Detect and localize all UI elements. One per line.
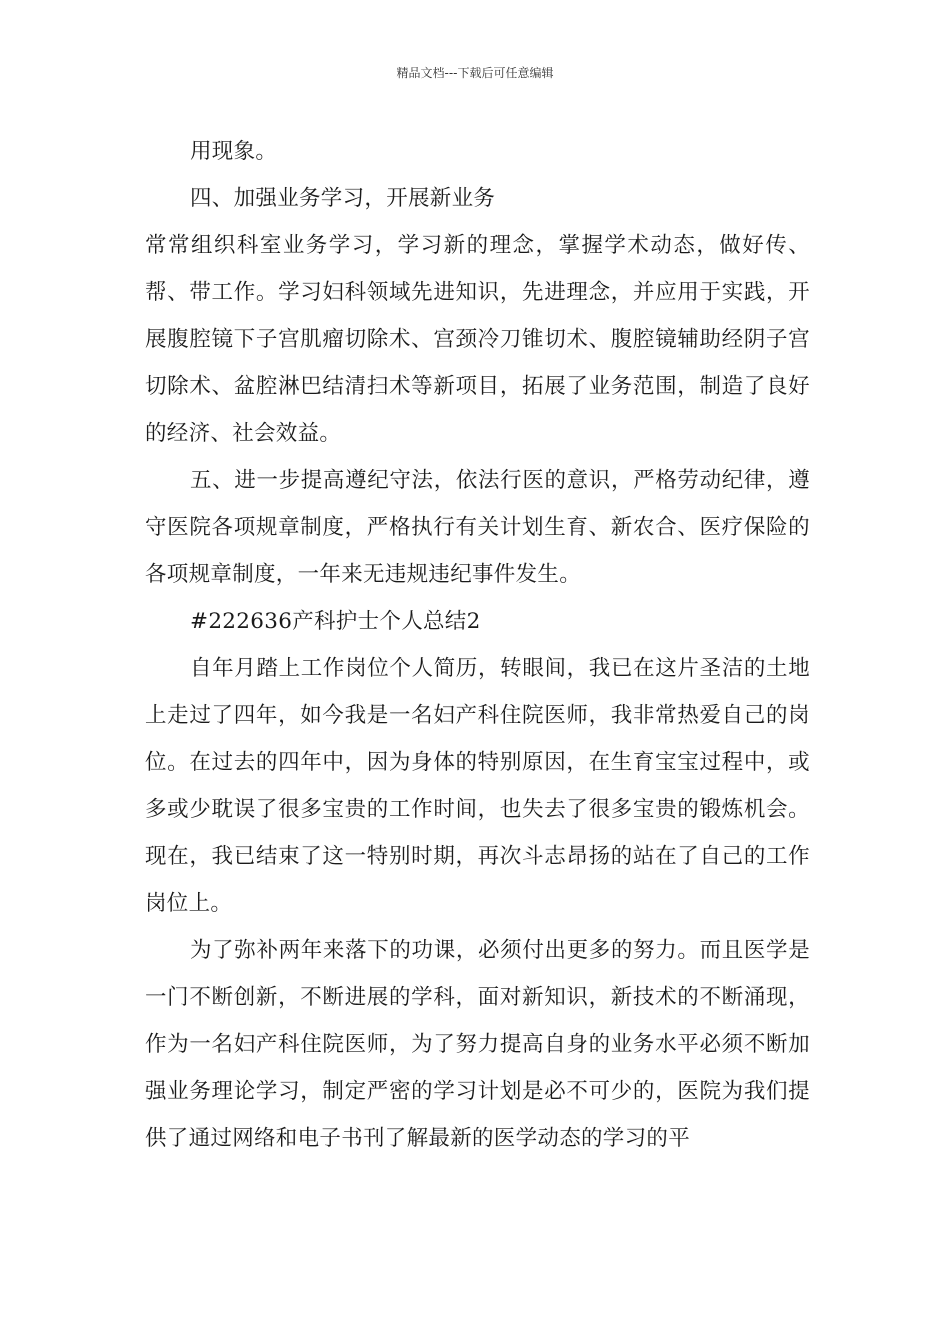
section-heading-4: 四、加强业务学习，开展新业务	[190, 186, 496, 211]
paragraph-7: 为了弥补两年来落下的功课，必须付出更多的努力。而且医学是一门不断创新，不断进展的学科，面对新知识，新技术的不断涌现，作为一名妇产科住院医师，为了努力提高自身的业务水平必须不断加强业务理论学习，制定严密的学习计划是必不可少的，医院为我们提供了通过网络和电子书刊了解最新的医学动态的学习的平	[145, 938, 810, 1151]
section-heading-5: 五、进一步提高遵纪守法，依法行医的意识，严格劳动纪律，遵守医院各项规章制度，严格执行有关计划生育、新农合、医疗保险的各项规章制度，一年来无违规违纪事件发生。	[145, 468, 810, 587]
article-title: #222636产科护士个人总结2	[190, 609, 481, 634]
page-header: 精品文档---下载后可任意编辑	[396, 66, 554, 80]
paragraph-1: 用现象。	[190, 139, 278, 164]
paragraph-6: 自年月踏上工作岗位个人简历，转眼间，我已在这片圣洁的土地上走过了四年，如今我是一名妇产科住院医师，我非常热爱自己的岗位。在过去的四年中，因为身体的特别原因，在生育宝宝过程中，或多或少耽误了很多宝贵的工作时间，也失去了很多宝贵的锻炼机会。现在，我已结束了这一特别时期，再次斗志昂扬的站在了自己的工作岗位上。	[145, 656, 810, 916]
paragraph-3: 常常组织科室业务学习，学习新的理念，掌握学术动态，做好传、帮、带工作。学习妇科领域先进知识，先进理念，并应用于实践，开展腹腔镜下子宫肌瘤切除术、宫颈冷刀锥切术、腹腔镜辅助经阴子宫切除术、盆腔淋巴结清扫术等新项目，拓展了业务范围，制造了良好的经济、社会效益。	[145, 233, 810, 446]
document-body	[145, 128, 810, 1162]
